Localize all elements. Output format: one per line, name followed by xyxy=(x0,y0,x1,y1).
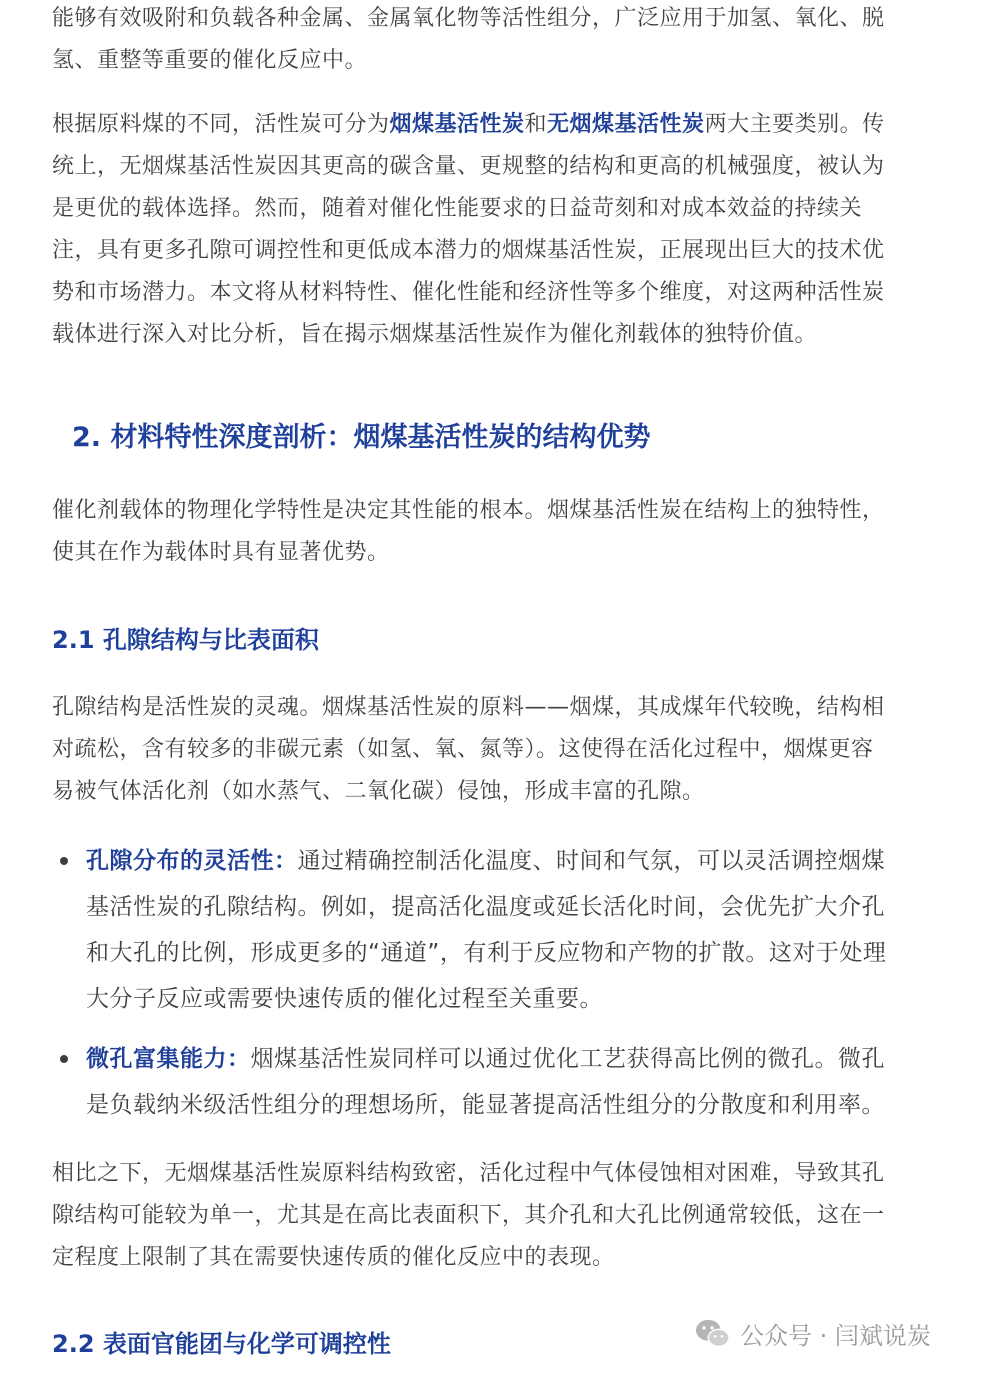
intro-line: 氢、重整等重要的催化反应中。 xyxy=(52,48,368,73)
section-2-1-paragraph xyxy=(52,687,885,813)
paragraph-line: 注，具有更多孔隙可调控性和更低成本潜力的烟煤基活性炭，正展现出巨大的技术优 xyxy=(52,238,885,263)
contrast-paragraph xyxy=(52,1153,885,1279)
bullet-text: 通过精确控制活化温度、时间和气氛，可以灵活调控烟煤 xyxy=(297,848,885,874)
paragraph-line: 对疏松，含有较多的非碳元素（如氢、氧、氮等）。这使得在活化过程中，烟煤更容 xyxy=(52,737,874,762)
section-2-heading: 2. 材料特性深度剖析：烟煤基活性炭的结构优势 xyxy=(72,422,651,453)
paragraph-line xyxy=(52,104,885,146)
bullet-label: 微孔富集能力： xyxy=(86,1046,251,1072)
bullet-item-pore-flexibility xyxy=(52,838,952,1022)
bullet-text: 烟煤基活性炭同样可以通过优化工艺获得高比例的微孔。微孔 xyxy=(250,1046,885,1072)
intro-line: 能够有效吸附和负载各种金属、金属氧化物等活性组分，广泛应用于加氢、氧化、脱 xyxy=(52,6,885,31)
highlight-bituminous: 烟煤基活性炭 xyxy=(389,112,525,137)
paragraph-line: 势和市场潜力。本文将从材料特性、催化性能和经济性等多个维度，对这两种活性炭 xyxy=(52,280,885,305)
intro-paragraph xyxy=(52,0,885,82)
bullet-text: 大分子反应或需要快速传质的催化过程至关重要。 xyxy=(86,986,603,1012)
text-span: 根据原料煤的不同，活性炭可分为 xyxy=(52,112,390,137)
bullet-list xyxy=(52,838,952,1128)
bullet-label: 孔隙分布的灵活性： xyxy=(86,848,298,874)
classification-paragraph xyxy=(52,104,885,356)
watermark-text: 公众号 · 闫斌说炭 xyxy=(740,1322,931,1350)
section-2-intro xyxy=(52,490,885,574)
bullet-text: 是负载纳米级活性组分的理想场所，能显著提高活性组分的分散度和利用率。 xyxy=(86,1092,885,1118)
watermark xyxy=(694,1316,931,1351)
text-span: 两大主要类别。传 xyxy=(704,112,885,137)
wechat-icon xyxy=(694,1317,732,1351)
section-2-1-heading: 2.1 孔隙结构与比表面积 xyxy=(52,626,319,654)
bullet-item-micropore xyxy=(52,1036,952,1128)
paragraph-line: 易被气体活化剂（如水蒸气、二氧化碳）侵蚀，形成丰富的孔隙。 xyxy=(52,779,705,804)
text-span: 和 xyxy=(524,112,548,137)
paragraph-line: 催化剂载体的物理化学特性是决定其性能的根本。烟煤基活性炭在结构上的独特性， xyxy=(52,498,885,523)
paragraph-line: 隙结构可能较为单一，尤其是在高比表面积下，其介孔和大孔比例通常较低，这在一 xyxy=(52,1203,885,1228)
highlight-anthracite: 无烟煤基活性炭 xyxy=(547,112,705,137)
bullet-text: 和大孔的比例，形成更多的“通道”，有利于反应物和产物的扩散。这对于处理 xyxy=(86,940,887,966)
bullet-dot xyxy=(60,1055,68,1063)
paragraph-line: 孔隙结构是活性炭的灵魂。烟煤基活性炭的原料——烟煤，其成煤年代较晚，结构相 xyxy=(52,695,885,720)
bullet-dot xyxy=(60,857,68,865)
section-2-2-heading: 2.2 表面官能团与化学可调控性 xyxy=(52,1330,391,1358)
paragraph-line: 使其在作为载体时具有显著优势。 xyxy=(52,540,390,565)
paragraph-line: 载体进行深入对比分析，旨在揭示烟煤基活性炭作为催化剂载体的独特价值。 xyxy=(52,322,818,347)
paragraph-line: 定程度上限制了其在需要快速传质的催化反应中的表现。 xyxy=(52,1245,615,1270)
paragraph-line: 相比之下，无烟煤基活性炭原料结构致密，活化过程中气体侵蚀相对困难，导致其孔 xyxy=(52,1161,885,1186)
bullet-text: 基活性炭的孔隙结构。例如，提高活化温度或延长活化时间，会优先扩大介孔 xyxy=(86,894,885,920)
paragraph-line: 是更优的载体选择。然而，随着对催化性能要求的日益苛刻和对成本效益的持续关 xyxy=(52,196,863,221)
paragraph-line: 统上，无烟煤基活性炭因其更高的碳含量、更规整的结构和更高的机械强度，被认为 xyxy=(52,154,885,179)
